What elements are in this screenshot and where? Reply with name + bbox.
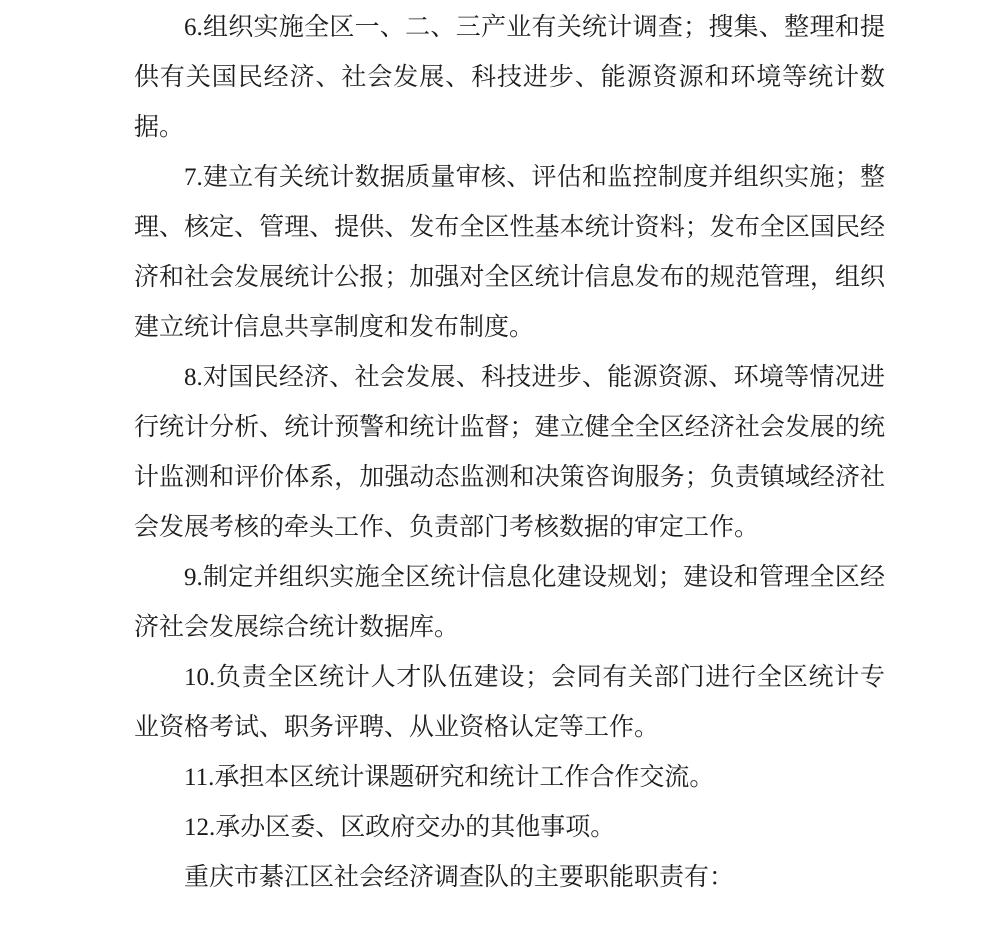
duty-item-7: 7.建立有关统计数据质量审核、评估和监控制度并组织实施；整理、核定、管理、提供、发布全区性基本统计资料；发布全区国民经济和社会发展统计公报；加强对全区统计信息发布的规范管理，组织建立统计信息共享制度和发布制度。 bbox=[134, 164, 885, 341]
duty-item-11: 11.承担本区统计课题研究和统计工作合作交流。 bbox=[184, 764, 715, 791]
duty-item-6: 6.组织实施全区一、二、三产业有关统计调查；搜集、整理和提供有关国民经济、社会发展、科技进步、能源资源和环境等统计数据。 bbox=[134, 14, 885, 141]
duty-item-9: 9.制定并组织实施全区统计信息化建设规划；建设和管理全区经济社会发展综合统计数据库。 bbox=[134, 564, 885, 641]
section-lead-line: 重庆市綦江区社会经济调查队的主要职能职责有： bbox=[184, 864, 735, 891]
duty-item-8: 8.对国民经济、社会发展、科技进步、能源资源、环境等情况进行统计分析、统计预警和统计监督；建立健全全区经济社会发展的统计监测和评价体系，加强动态监测和决策咨询服务；负责镇域经济社会发展考核的牵头工作、负责部门考核数据的审定工作。 bbox=[134, 364, 885, 541]
duty-item-10: 10.负责全区统计人才队伍建设；会同有关部门进行全区统计专业资格考试、职务评聘、从业资格认定等工作。 bbox=[134, 664, 885, 741]
duty-item-12: 12.承办区委、区政府交办的其他事项。 bbox=[184, 814, 616, 841]
